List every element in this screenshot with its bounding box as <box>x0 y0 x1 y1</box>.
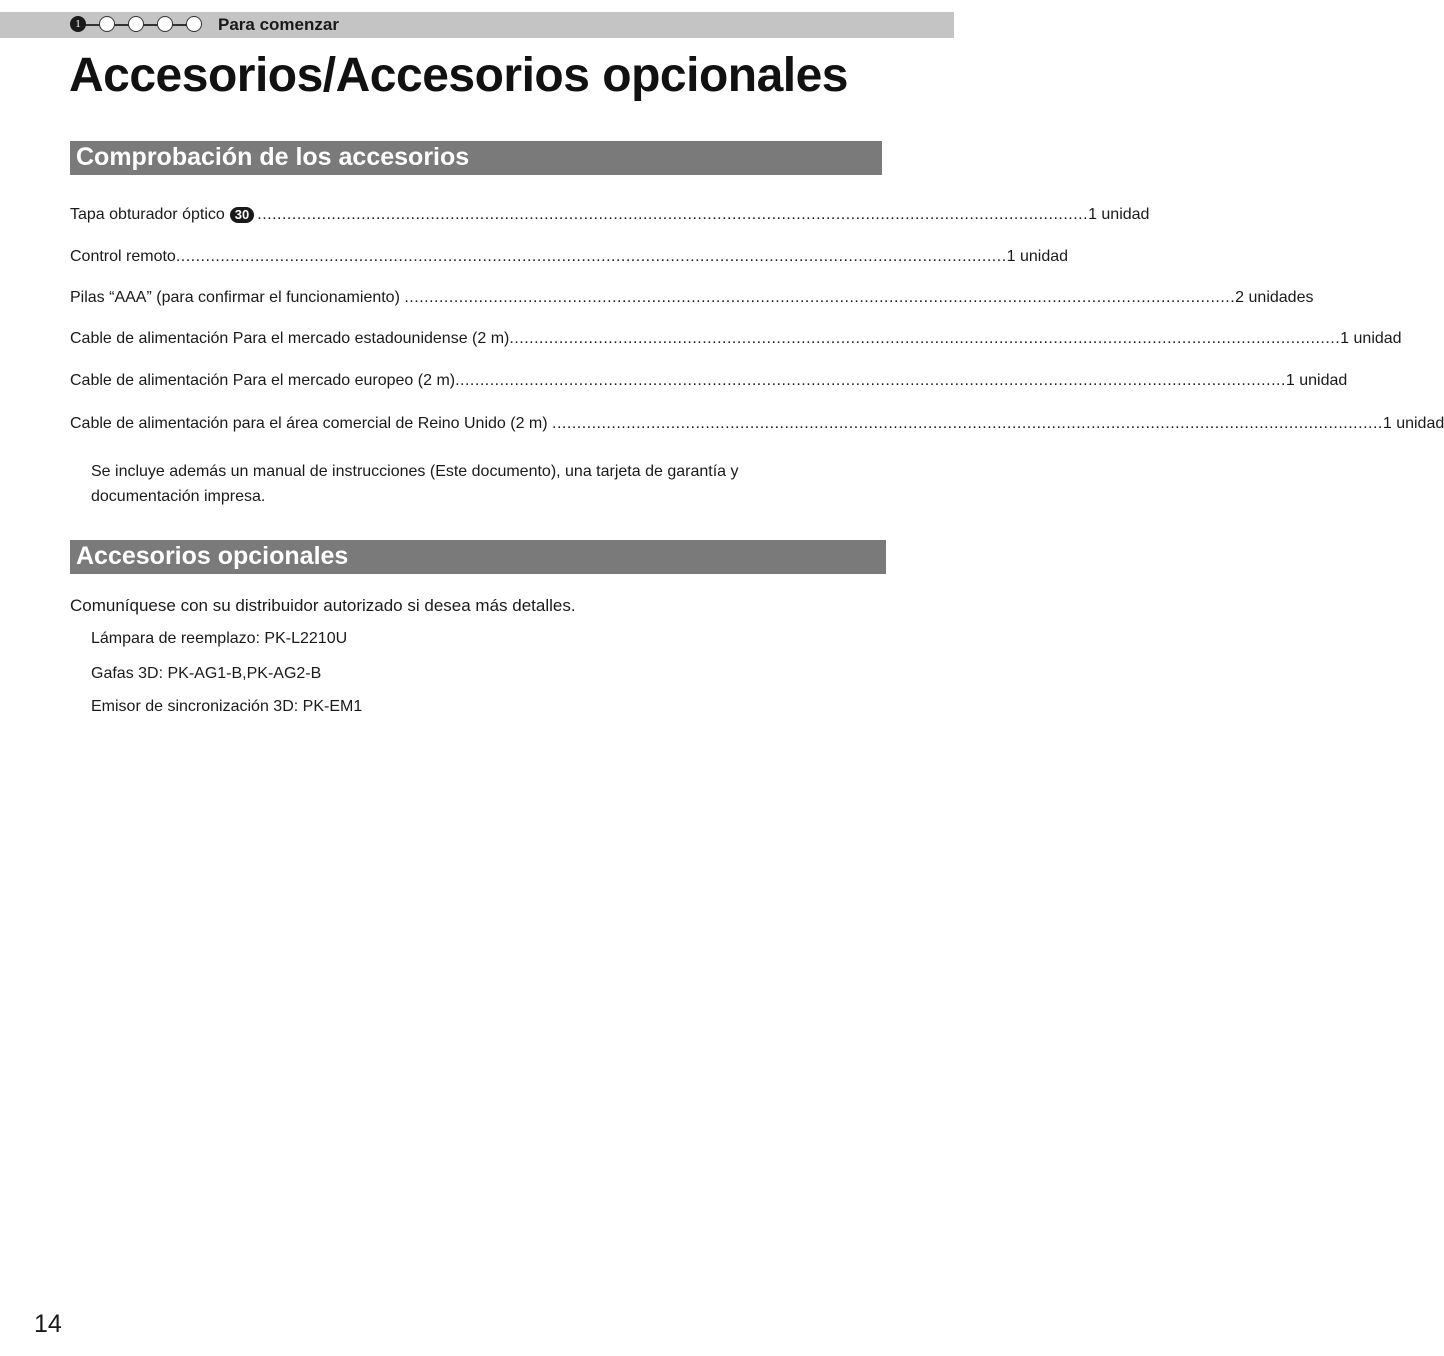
step-progress-indicator <box>70 16 210 34</box>
dot-leader: ........................................................................................................................................................................ <box>257 206 1089 223</box>
optional-item: Lámpara de reemplazo: PK-L2210U <box>91 630 348 647</box>
step-1-circle <box>70 16 86 32</box>
optional-item: Gafas 3D: PK-AG1-B,PK-AG2-B <box>91 665 322 682</box>
accessory-label: Cable de alimentación para el área comercial de Reino Unido (2 m) <box>70 415 553 432</box>
accessory-row <box>70 372 1348 394</box>
dot-leader: ........................................................................................................................................................................ <box>404 289 1236 306</box>
accessory-row <box>70 206 1150 228</box>
dot-leader: ........................................................................................................................................................................ <box>175 248 1007 265</box>
accessory-label: Cable de alimentación Para el mercado estadounidense (2 m) <box>70 330 510 347</box>
accessory-quantity: 2 unidades <box>1235 289 1314 306</box>
accessory-label: Tapa obturador óptico <box>70 206 225 223</box>
page-number: 14 <box>34 1310 62 1338</box>
page-title: Accesorios/Accesorios opcionales <box>69 49 848 102</box>
accessory-label: Pilas “AAA” (para confirmar el funcionamiento) <box>70 289 405 306</box>
page-reference-badge: 30 <box>230 207 254 223</box>
accessory-row <box>70 289 1314 311</box>
included-documents-note: Se incluye además un manual de instrucciones (Este documento), una tarjeta de garantía y documentación impresa. <box>91 463 739 505</box>
accessory-quantity: 1 unidad <box>1088 206 1150 223</box>
section-heading-optional: Accesorios opcionales <box>70 540 886 574</box>
optional-intro-text: Comuníquese con su distribuidor autorizado si desea más detalles. <box>70 596 576 615</box>
accessory-row <box>70 330 1402 352</box>
step-1-number: 1 <box>75 18 81 30</box>
step-3-circle <box>128 16 144 32</box>
dot-leader: ........................................................................................................................................................................ <box>455 372 1286 389</box>
optional-item: Emisor de sincronización 3D: PK-EM1 <box>91 698 363 715</box>
accessory-quantity: 1 unidad <box>1382 415 1444 432</box>
step-5-circle <box>186 16 202 32</box>
accessory-quantity: 1 unidad <box>1285 372 1348 389</box>
accessory-quantity: 1 unidad <box>1006 248 1069 265</box>
accessory-label: Cable de alimentación Para el mercado europeo (2 m) <box>70 372 456 389</box>
accessory-row <box>70 415 1444 437</box>
section-heading-included: Comprobación de los accesorios <box>70 141 882 175</box>
accessory-quantity: 1 unidad <box>1340 330 1402 347</box>
step-2-circle <box>99 16 115 32</box>
dot-leader: ........................................................................................................................................................................ <box>509 330 1341 347</box>
chapter-label: Para comenzar <box>218 15 339 34</box>
step-4-circle <box>157 16 173 32</box>
accessory-row <box>70 248 1069 270</box>
dot-leader: ........................................................................................................................................................................ <box>552 415 1383 432</box>
accessory-label: Control remoto <box>70 248 176 265</box>
